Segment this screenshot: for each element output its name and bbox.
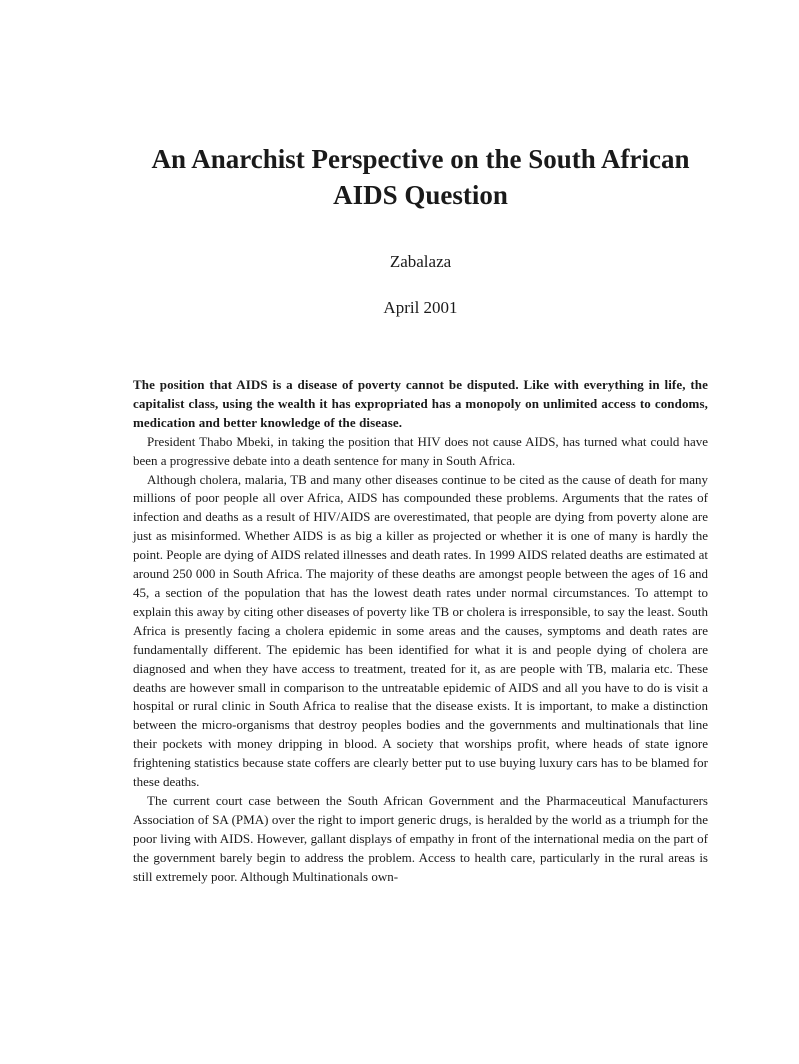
lead-paragraph: The position that AIDS is a disease of poverty cannot be disputed. Like with everything in life, the capitalist class, using the wealth it has expropriated has a monopoly on unlimited access to condoms, medication and better knowledge of the disease.: [133, 377, 708, 430]
document-author: Zabalaza: [389, 252, 452, 271]
document-body: [133, 376, 708, 886]
body-paragraph: President Thabo Mbeki, in taking the position that HIV does not cause AIDS, has turned what could have been a progressive debate into a death sentence for many in South Africa.: [133, 433, 708, 468]
document-date: April 2001: [383, 298, 458, 317]
document-title: An Anarchist Perspective on the South African AIDS Question: [151, 144, 690, 210]
body-paragraph: The current court case between the South African Government and the Pharmaceutical Manufacturers Association of SA (PMA) over the right to import generic drugs, is heralded by the world as a triumph for the poor living with AIDS. However, gallant displays of empathy in front of the international media on the part of the government barely begin to address the problem. Access to health care, particularly in the rural areas is still extremely poor. Although Multinationals own-: [133, 792, 708, 884]
body-paragraph: Although cholera, malaria, TB and many other diseases continue to be cited as the cause of death for many millions of poor people all over Africa, AIDS has compounded these problems. Arguments that the rates of infection and deaths as a result of HIV/AIDS are overestimated, that people are dying from poverty alone are just as misinformed. Whether AIDS is as big a killer as projected or whether it is one of many is hardly the point. People are dying of AIDS related illnesses and death rates. In 1999 AIDS related deaths are estimated at around 250 000 in South Africa. The majority of these deaths are amongst people between the ages of 16 and 45, a section of the population that has the lowest death rates under normal circumstances. To attempt to explain this away by citing other diseases of poverty like TB or cholera is irresponsible, to say the least. South Africa is presently facing a cholera epidemic in some areas and the causes, symptoms and death rates are fundamentally different. The epidemic has been identified for what it is and people dying of cholera are diagnosed and when they have access to treatment, treated for it, as are people with TB, malaria etc. These deaths are however small in comparison to the untreatable epidemic of AIDS and all you have to do is visit a hospital or rural clinic in South Africa to realise that the disease exists. It is important, to make a distinction between the micro-organisms that destroy peoples bodies and the governments and multinationals that line their pockets with money dripping in blood. A society that worships profit, where heads of state ignore frightening statistics because state coffers are clearly better put to use buying luxury cars has to be blamed for these deaths.: [133, 471, 708, 790]
